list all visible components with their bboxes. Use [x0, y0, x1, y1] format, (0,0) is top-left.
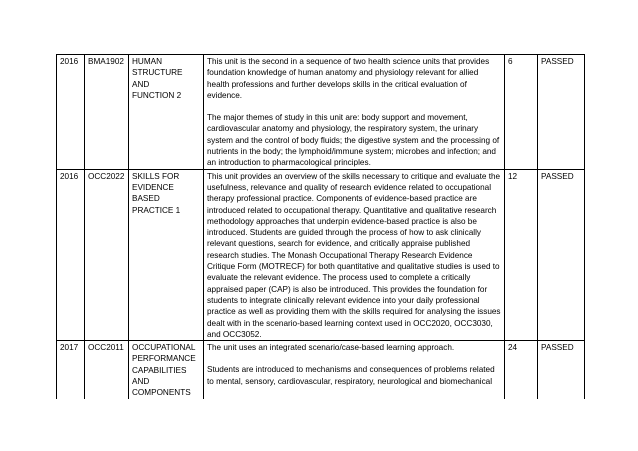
description-paragraph: The unit uses an integrated scenario/case-based learning approach.	[207, 343, 455, 353]
unit-description-cell	[204, 169, 505, 340]
year-cell: 2016	[57, 55, 85, 170]
table-row	[57, 55, 585, 170]
description-paragraph: This unit is the second in a sequence of two health science units that provides foundation knowledge of human anatomy and physiology relevant for allied health professions and further develops skills in the critical evaluation of evidence.	[207, 57, 490, 100]
credit-points-cell: 12	[505, 169, 538, 340]
description-paragraph: This unit provides an overview of the skills necessary to critique and evaluate the usefulness, relevance and quality of research evidence related to occupational therapy professional practice. Components of evidence-based practice are introduced related to occupational therapy. Quantitative and qualitative research methodology approaches that underpin evidence-based practice is also be introduced. Students are guided through the process of how to ask clinically relevant questions, search for evidence, and critically appraise published research studies. The Monash Occupational Therapy Research Evidence Critique Form (MOTRECF) for both quantitative and qualitative studies is used to evaluate the relevant evidence. The process used to complete a critically appraised paper (CAP) is also be introduced. This provides the foundation for students to integrate clinically relevant evidence into your daily professional practice as well as providing them with the skills required for analysing the issues dealt with in the scenario-based learning context used in OCC2020, OCC3030, and OCC3052.	[207, 171, 501, 339]
description-paragraph: The major themes of study in this unit are: body support and movement, cardiovascular anatomy and physiology, the respiratory system, the urinary system and the control of body fluids; the digestive system and the processing of nutrients in the body; the lymphoid/immune system; microbes and infection; and an introduction to pharmacological principles.	[207, 113, 500, 168]
unit-title-line: PERFORMANCE	[132, 354, 196, 364]
units-table	[56, 54, 585, 399]
unit-title-line: HUMAN	[132, 57, 163, 66]
year-cell: 2017	[57, 341, 85, 399]
unit-title-line: OCCUPATIONAL	[132, 343, 196, 353]
unit-code-cell: OCC2022	[85, 169, 129, 340]
unit-title-line: CAPABILITIES AND	[132, 365, 187, 387]
unit-title-line: FUNCTION 2	[132, 90, 182, 100]
result-cell: PASSED	[538, 341, 585, 399]
unit-description-cell	[204, 55, 505, 170]
unit-title-cell	[129, 341, 204, 399]
unit-title-cell	[129, 55, 204, 170]
description-paragraph: Students are introduced to mechanisms and consequences of problems related to mental, sensory, cardiovascular, respiratory, neurological and biomechanical	[207, 365, 495, 386]
unit-code-cell: BMA1902	[85, 55, 129, 170]
table-row	[57, 341, 585, 399]
result-cell: PASSED	[538, 169, 585, 340]
unit-title-line: EVIDENCE BASED	[132, 182, 174, 204]
credit-points-cell: 24	[505, 341, 538, 399]
unit-code-cell: OCC2011	[85, 341, 129, 399]
year-cell: 2016	[57, 169, 85, 340]
credit-points-cell: 6	[505, 55, 538, 170]
unit-title-line: SKILLS FOR	[132, 171, 180, 181]
table-row	[57, 169, 585, 340]
unit-description-cell	[204, 341, 505, 399]
unit-title-line: PRACTICE 1	[132, 205, 181, 215]
unit-title-line: STRUCTURE AND	[132, 68, 183, 89]
unit-title-line: COMPONENTS	[132, 388, 191, 398]
result-cell: PASSED	[538, 55, 585, 170]
unit-title-cell	[129, 169, 204, 340]
